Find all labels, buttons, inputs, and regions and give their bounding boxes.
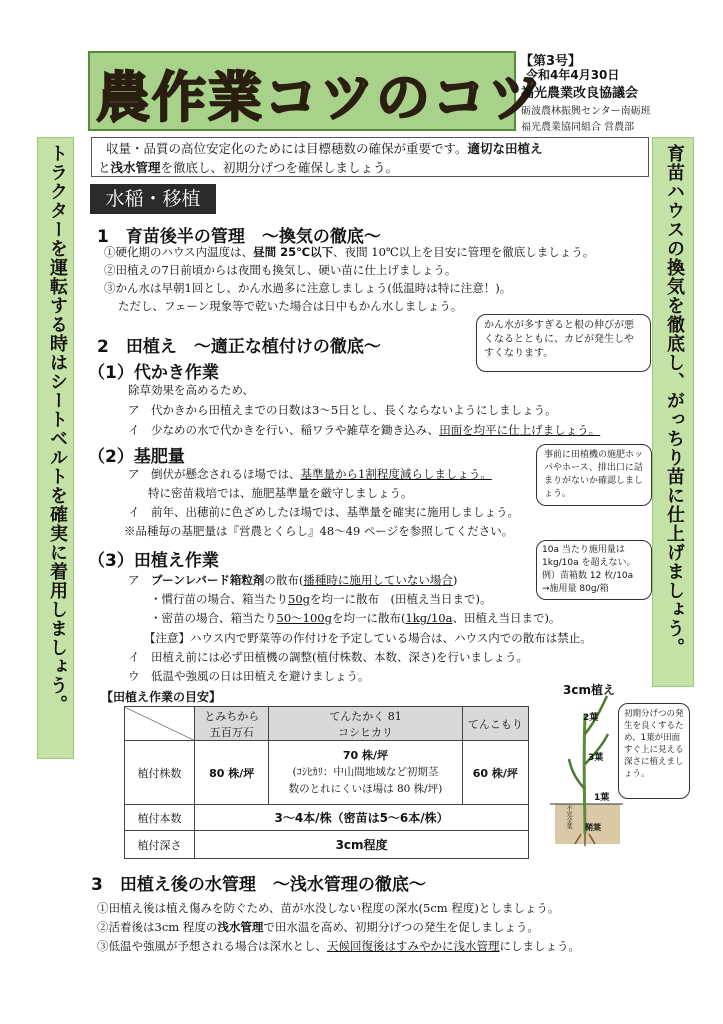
label-sheath: 鞘葉 xyxy=(585,823,601,832)
right-side-banner xyxy=(652,137,694,687)
sub2-line-1: ア 倒伏が懸念されるほ場では、基準量から1割程度減らしましょう。 xyxy=(128,467,492,481)
issue-date: 令和4年4月30日 xyxy=(526,68,620,82)
s3-line-3: ③低温や強風が予想される場合は深水とし、天候回復後はすみやかに浅水管理にしましょう。 xyxy=(97,939,580,953)
sub2-line-2: 特に密苗栽培では、施肥基準量を厳守しましょう。 xyxy=(148,486,413,500)
sub3-line-3: ・密苗の場合、箱当たり50～100gを均一に散布(1kg/10a、田植え当日まで)。 xyxy=(150,611,561,625)
col-header-3: てんこもり xyxy=(462,707,528,741)
page-title: 農作業コツのコツ xyxy=(96,66,544,129)
s1-line-2: ②田植えの7日前頃からは夜間も換気し、硬い苗に仕上げましょう。 xyxy=(104,263,457,277)
right-side-text: 育苗ハウスの換気を徹底し、がっちり苗に仕上げましょう。 xyxy=(664,144,685,657)
sub3-line-6: ウ 低温や強風の日は田植えを避けましょう。 xyxy=(128,669,370,683)
row-label-count: 植付本数 xyxy=(125,805,195,831)
col-header-2: てんたかく 81 コシヒカリ xyxy=(269,707,462,741)
s1-callout: かん水が多すぎると根の伸びが悪くなるとともに、カビが発生しやすくなります。 xyxy=(476,314,651,372)
left-side-text: トラクターを運転する時はシートベルトを確実に着用しましょう。 xyxy=(47,144,68,714)
table-caption: 【田植え作業の目安】 xyxy=(101,690,222,704)
section-3-heading: 3 田植え後の水管理 ～浅水管理の徹底～ xyxy=(91,875,426,895)
table-corner xyxy=(125,707,195,741)
intro-text-1: 収量・品質の高位安定化のためには目標穂数の確保が重要です。 xyxy=(105,141,468,156)
section-tag: 水稲・移植 xyxy=(90,184,216,214)
intro-emph-1: 適切な田植え xyxy=(467,141,543,156)
section-2-heading: 2 田植え ～適正な植付けの徹底～ xyxy=(97,337,381,357)
label-leaf-2: 2葉 xyxy=(583,713,599,723)
figure-title: 3cm植え xyxy=(563,683,615,697)
intro-emph-2: 浅水管理 xyxy=(110,160,161,175)
s3-line-1: ①田植え後は植え傷みを防ぐため、苗が水没しない程度の深水(5cm 程度)としましょう。 xyxy=(97,901,560,915)
sub1-line-1: ア 代かきから田植えまでの日数は3～5日とし、長くならないようにしましょう。 xyxy=(128,403,557,417)
row-label-depth: 植付深さ xyxy=(125,831,195,859)
sub2-line-3: イ 前年、出穂前に色ざめしたほ場では、基準量を確実に施用しましょう。 xyxy=(128,505,519,519)
intro-box xyxy=(91,137,649,177)
left-side-banner xyxy=(37,137,74,759)
sub3-line-5: イ 田植え前には必ず田植機の調整(植付株数、本数、深さ)を行いましょう。 xyxy=(128,650,528,664)
intro-text-2: と xyxy=(98,160,111,175)
sub3-line-2: ・慣行苗の場合、箱当たり50gを均一に散布 (田植え当日まで)。 xyxy=(150,592,492,606)
sub3-callout: 10a 当たり施用量は 1kg/10a を超えない。 例）苗箱数 12 枚/10a →施用量 80g/箱 xyxy=(536,540,652,600)
seedling-stem xyxy=(584,714,585,834)
cell-plants-2: 70 株/坪 (ｺｼﾋｶﾘ：中山間地域など初期茎 数のとれにくいほ場は 80 株/坪) xyxy=(269,741,462,805)
figure-callout: 初期分げつの発生を良くするため、1葉が田面すぐ上に見える深さに植えましょう。 xyxy=(618,703,690,799)
sub2-line-4: ※品種毎の基肥量は『営農とくらし』48～49 ページを参照してください。 xyxy=(124,524,514,538)
publisher-sub-1: 砺波農林振興センター南砺班 xyxy=(521,106,651,117)
section-1-heading: 1 育苗後半の管理 ～換気の徹底～ xyxy=(97,227,381,247)
leaf-2 xyxy=(569,759,585,789)
sub1-line-2: イ 少なめの水で代かきを行い、稲ワラや雑草を鋤き込み、田面を均平に仕上げましょう。 xyxy=(128,423,601,437)
publisher: 福光農業改良協議会 xyxy=(521,86,639,101)
sub-1-heading: （1）代かき作業 xyxy=(88,363,219,383)
cell-plants-1: 80 株/坪 xyxy=(195,741,269,805)
cell-depth: 3cm程度 xyxy=(195,831,529,859)
s1-line-1: ①硬化期のハウス内温度は、昼間 25℃以下、夜間 10℃以上を目安に管理を徹底しましょう。 xyxy=(104,245,595,259)
planting-table xyxy=(124,706,529,859)
sub2-callout: 事前に田植機の施肥ホッパやホース、排出口に詰まりがないか確認しましょう。 xyxy=(536,444,652,506)
cell-plants-3: 60 株/坪 xyxy=(462,741,528,805)
s1-line-4: ただし、フェーン現象等で乾いた場合は日中もかん水しましょう。 xyxy=(118,299,463,313)
issue-number: 【第3号】 xyxy=(520,54,582,69)
sub-3-heading: （3）田植え作業 xyxy=(88,551,219,571)
sub3-line-1: ア ブーンレバード箱粒剤の散布(播種時に施用していない場合) xyxy=(128,573,458,587)
label-leaf-1: 1葉 xyxy=(594,793,610,803)
sub-2-heading: （2）基肥量 xyxy=(88,447,185,467)
label-leaf-3: 3葉 xyxy=(588,753,604,763)
row-label-plants: 植付株数 xyxy=(125,741,195,805)
col-header-1: とみちから 五百万石 xyxy=(195,707,269,741)
cell-count: 3～4本/株（密苗は5～6本/株） xyxy=(195,805,529,831)
publisher-sub-2: 福光農業協同組合 営農部 xyxy=(521,122,635,133)
intro-text-3: を徹底し、初期分げつを確保しましょう。 xyxy=(160,160,399,175)
s1-line-3: ③かん水は早朝1回とし、かん水過多に注意しましょう(低温時は特に注意！)。 xyxy=(104,281,512,295)
s3-line-2: ②活着後は3cm 程度の浅水管理で田水温を高め、初期分げつの発生を促しましょう。 xyxy=(97,920,539,934)
sub3-line-4: 【注意】ハウス内で野菜等の作付けを予定している場合は、ハウス内での散布は禁止。 xyxy=(144,631,592,645)
label-incomplete-leaf: 不完全葉 xyxy=(565,805,572,829)
sub1-line-0: 除草効果を高めるため、 xyxy=(128,383,255,397)
